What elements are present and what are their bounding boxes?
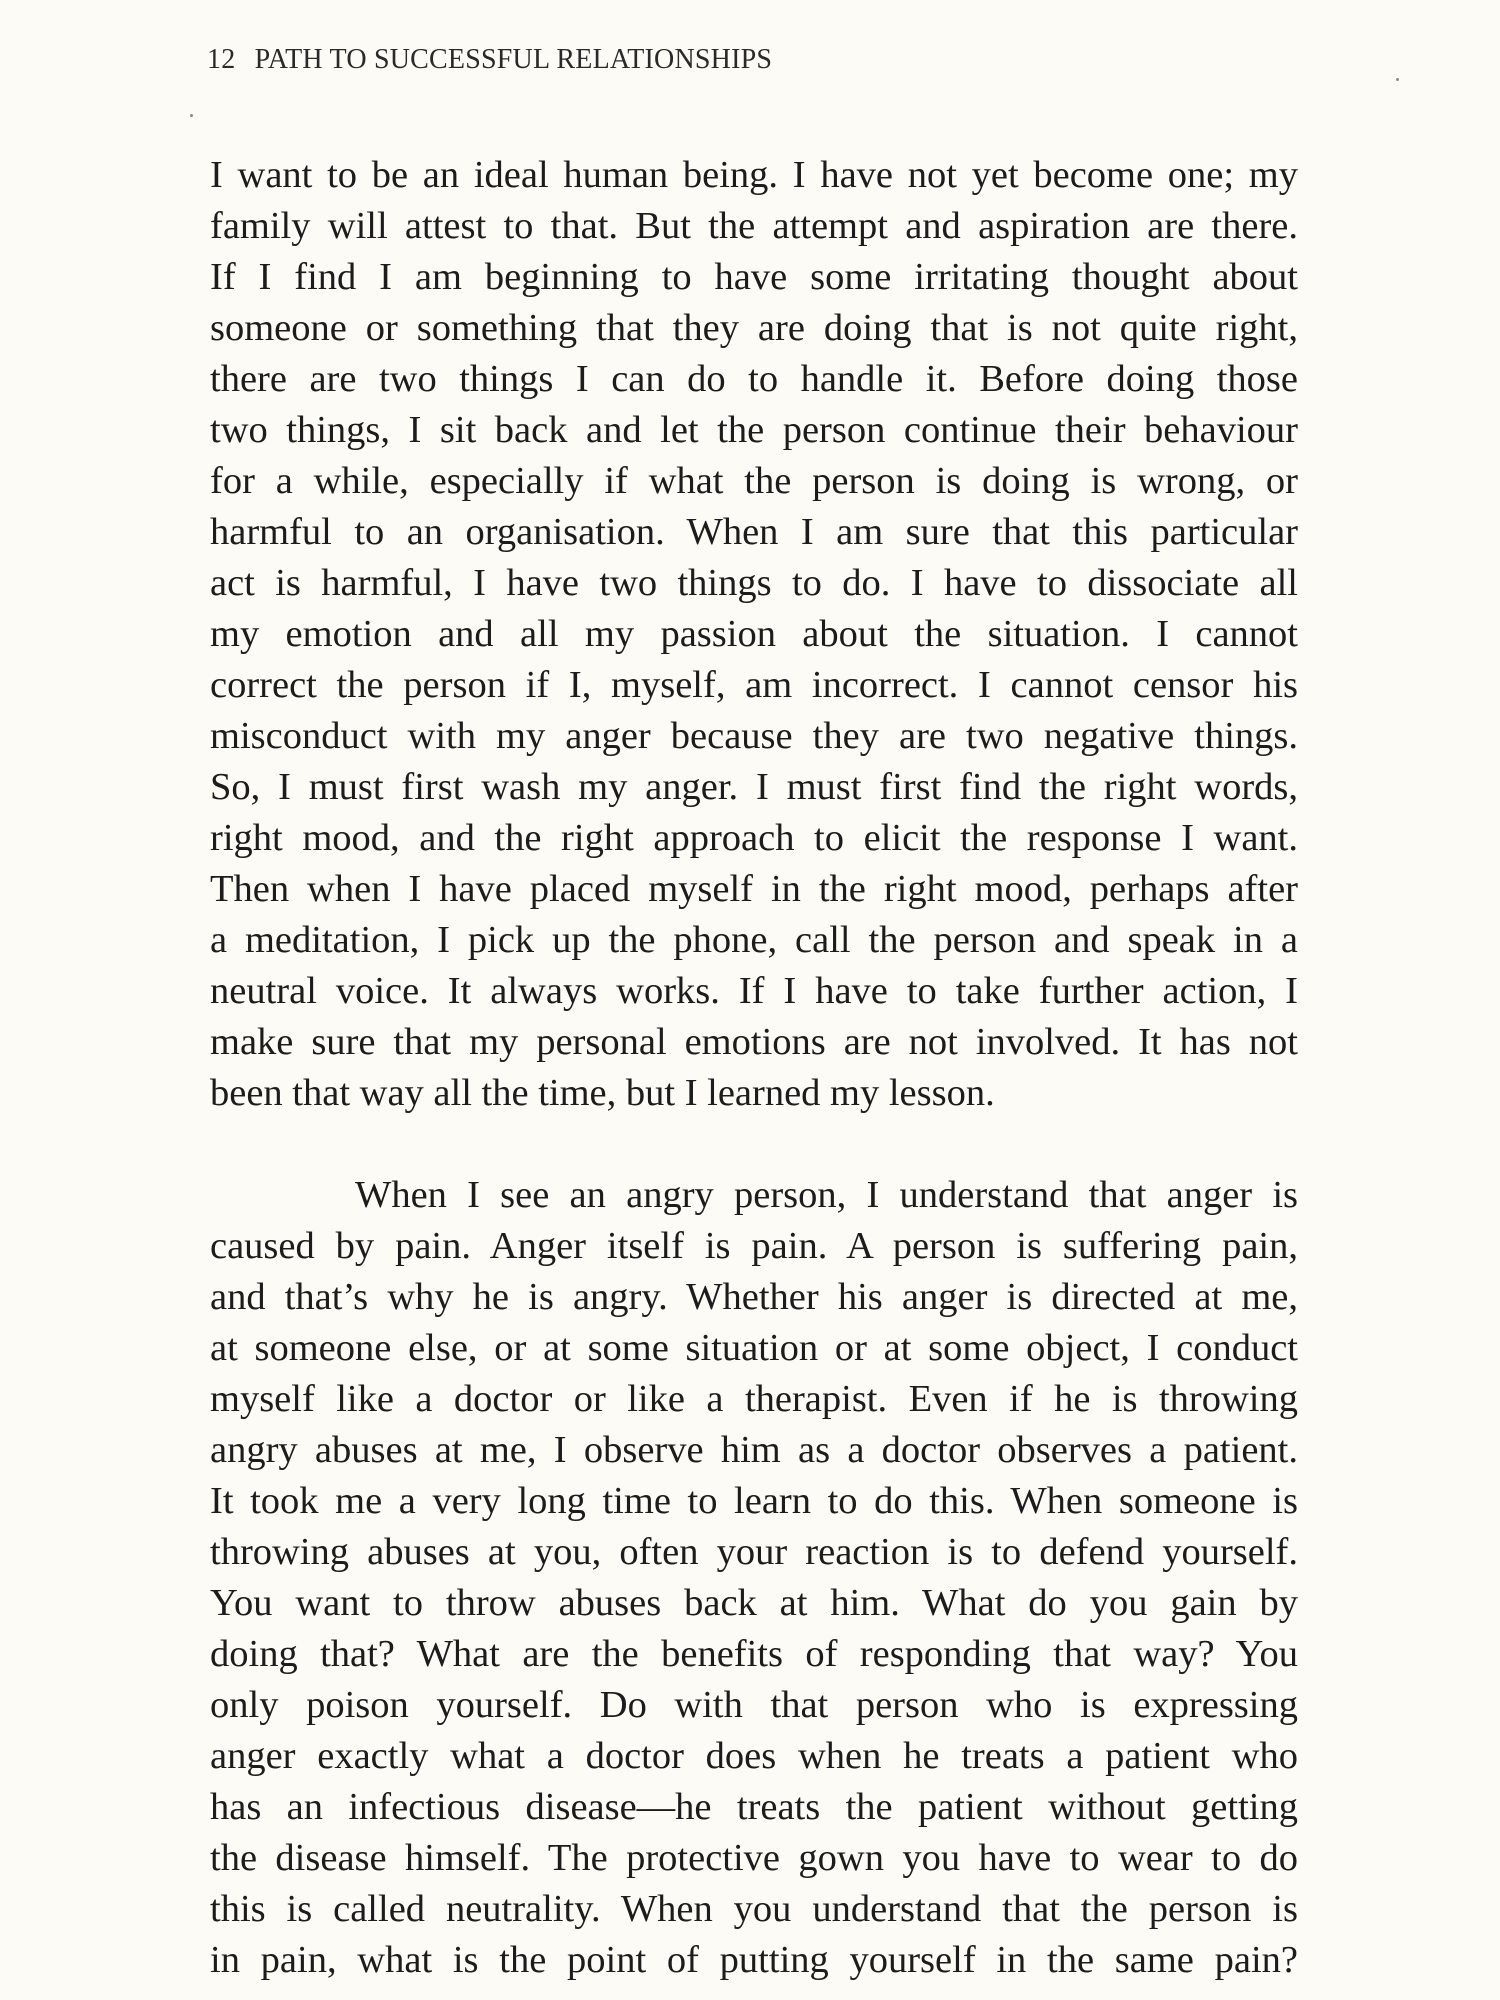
running-header (207, 44, 772, 76)
text-line: myself like a doctor or like a therapist. Even if he is throwing (210, 1378, 1298, 1420)
text-line: my emotion and all my passion about the situation. I cannot (210, 613, 1298, 655)
text-line: right mood, and the right approach to elicit the response I want. (210, 817, 1298, 859)
text-line: doing that? What are the benefits of responding that way? You (210, 1633, 1298, 1675)
running-title: PATH TO SUCCESSFUL RELATIONSHIPS (254, 44, 773, 75)
text-line: misconduct with my anger because they are two negative things. (210, 715, 1298, 757)
paragraph-2 (210, 1170, 1298, 1986)
body-text (210, 150, 1298, 1986)
text-line: been that way all the time, but I learned my lesson. (210, 1072, 995, 1114)
text-line: only poison yourself. Do with that person who is expressing (210, 1684, 1298, 1726)
text-line: throwing abuses at you, often your reaction is to defend yourself. (210, 1531, 1298, 1573)
text-line: in pain, what is the point of putting yourself in the same pain? (210, 1939, 1298, 1981)
text-line: family will attest to that. But the attempt and aspiration are there. (210, 205, 1298, 247)
text-line: at someone else, or at some situation or at some object, I conduct (210, 1327, 1298, 1369)
text-line: anger exactly what a doctor does when he treats a patient who (210, 1735, 1298, 1777)
text-line: When I see an angry person, I understand that anger is (355, 1174, 1298, 1216)
text-line: a meditation, I pick up the phone, call the person and speak in a (210, 919, 1298, 961)
text-line: harmful to an organisation. When I am sure that this particular (210, 511, 1298, 553)
text-line: correct the person if I, myself, am incorrect. I cannot censor his (210, 664, 1298, 706)
paper-speck (1396, 78, 1399, 81)
text-line: You want to throw abuses back at him. What do you gain by (210, 1582, 1298, 1624)
text-line: two things, I sit back and let the person continue their behaviour (210, 409, 1298, 451)
text-line: angry abuses at me, I observe him as a doctor observes a patient. (210, 1429, 1298, 1471)
page-number: 12 (207, 44, 236, 75)
text-line: for a while, especially if what the person is doing is wrong, or (210, 460, 1298, 502)
text-line: has an infectious disease—he treats the patient without getting (210, 1786, 1298, 1828)
text-line: someone or something that they are doing that is not quite right, (210, 307, 1298, 349)
text-line: If I find I am beginning to have some irritating thought about (210, 256, 1298, 298)
text-line: So, I must first wash my anger. I must first find the right words, (210, 766, 1298, 808)
text-line: and that’s why he is angry. Whether his anger is directed at me, (210, 1276, 1298, 1318)
text-line: there are two things I can do to handle it. Before doing those (210, 358, 1298, 400)
text-line: neutral voice. It always works. If I have to take further action, I (210, 970, 1298, 1012)
text-line: the disease himself. The protective gown you have to wear to do (210, 1837, 1298, 1879)
paper-speck (190, 114, 193, 117)
text-line: Then when I have placed myself in the right mood, perhaps after (210, 868, 1298, 910)
text-line: act is harmful, I have two things to do. I have to dissociate all (210, 562, 1298, 604)
text-line: make sure that my personal emotions are not involved. It has not (210, 1021, 1298, 1063)
text-line: I want to be an ideal human being. I have not yet become one; my (210, 154, 1298, 196)
text-line: this is called neutrality. When you understand that the person is (210, 1888, 1298, 1930)
text-line: caused by pain. Anger itself is pain. A person is suffering pain, (210, 1225, 1298, 1267)
text-line: It took me a very long time to learn to do this. When someone is (210, 1480, 1298, 1522)
paragraph-1 (210, 150, 1298, 1119)
